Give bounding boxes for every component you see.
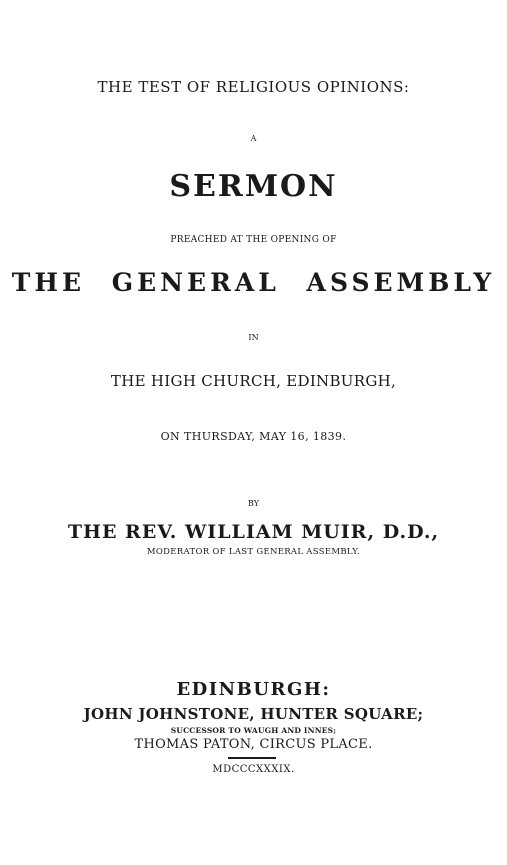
date-line: ON THURSDAY, MAY 16, 1839. <box>160 430 347 443</box>
author-name: THE REV. WILLIAM MUIR, D.D., <box>67 521 440 543</box>
main-title: SERMON <box>169 169 338 204</box>
preached-line: PREACHED AT THE OPENING OF <box>170 235 337 245</box>
publisher-1: JOHN JOHNSTONE, HUNTER SQUARE; <box>83 705 424 723</box>
imprint-city: EDINBURGH: <box>176 679 331 700</box>
successor-line: SUCCESSOR TO WAUGH AND INNES; <box>170 726 337 735</box>
article-line: A <box>250 134 257 143</box>
imprint-rule <box>228 757 276 759</box>
year-line: MDCCCXXXIX. <box>212 764 295 775</box>
author-role: MODERATOR OF LAST GENERAL ASSEMBLY. <box>146 547 361 557</box>
heading-line: THE TEST OF RELIGIOUS OPINIONS: <box>97 78 410 96</box>
publisher-2: THOMAS PATON, CIRCUS PLACE. <box>134 737 373 752</box>
assembly-title: THE GENERAL ASSEMBLY <box>11 268 496 297</box>
in-line: IN <box>248 333 259 342</box>
church-line: THE HIGH CHURCH, EDINBURGH, <box>110 372 397 390</box>
by-line: BY <box>247 499 260 508</box>
